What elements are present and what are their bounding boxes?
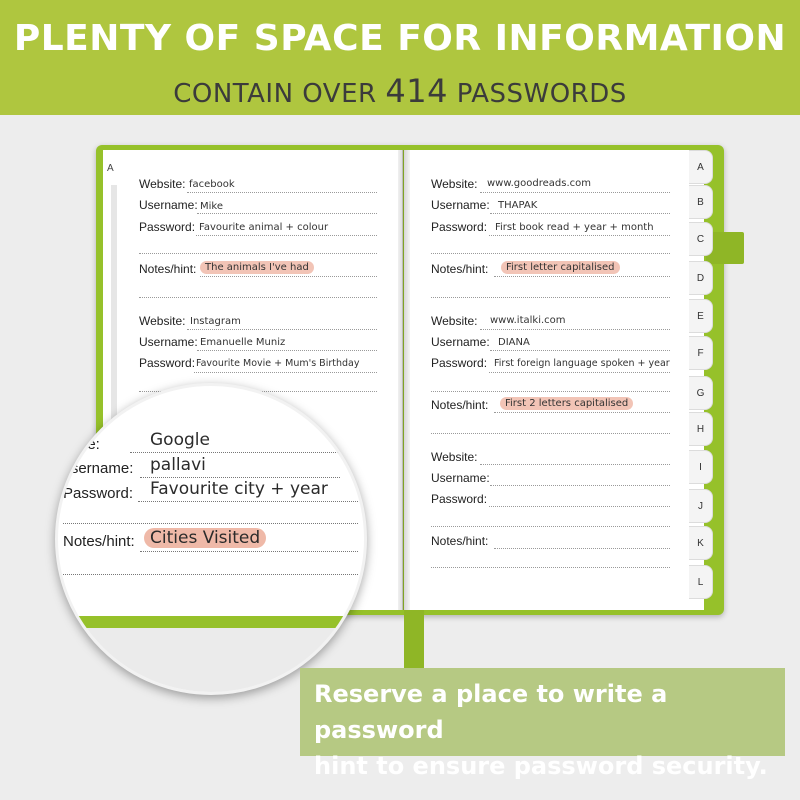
write-line: [187, 329, 377, 330]
zoom-password-value: Favourite city + year: [150, 479, 328, 499]
tab-l[interactable]: L: [689, 565, 713, 599]
write-line: [431, 391, 670, 392]
notes-label: Notes/hint:: [431, 262, 489, 276]
write-line: [494, 548, 670, 549]
website-value: Instagram: [190, 316, 241, 327]
zoom-username-value: pallavi: [150, 455, 206, 475]
write-line: [480, 464, 670, 465]
tab-g[interactable]: G: [689, 376, 713, 410]
notes-value: The animals I've had: [200, 261, 314, 274]
write-line: [489, 372, 670, 373]
website-label: Website:: [431, 450, 478, 464]
tab-a[interactable]: A: [689, 150, 713, 184]
tab-e[interactable]: E: [689, 299, 713, 333]
website-label: Website:: [431, 314, 478, 328]
write-line: [431, 297, 670, 298]
banner-title: PLENTY OF SPACE FOR INFORMATION: [13, 18, 787, 59]
website-label: Website:: [139, 314, 186, 328]
banner-subtitle: [0, 72, 800, 110]
password-label: Password:: [431, 492, 488, 506]
write-line: [480, 192, 670, 193]
write-line: [490, 213, 670, 214]
subtitle-prefix: CONTAIN OVER: [173, 79, 377, 109]
username-value: Emanuelle Muniz: [200, 337, 286, 348]
notes-label: Notes/hint:: [431, 398, 489, 412]
username-label: Username:: [431, 471, 490, 485]
website-value: facebook: [189, 179, 235, 190]
caption-line-2: hint to ensure password security.: [314, 752, 768, 780]
password-value: Favourite Movie + Mum's Birthday: [196, 358, 360, 369]
notes-label: Notes/hint:: [139, 262, 197, 276]
zoom-cover-edge: [58, 616, 367, 628]
password-value: Favourite animal + colour: [199, 222, 329, 233]
password-label: Password:: [431, 220, 488, 234]
write-line: [194, 372, 377, 373]
username-label: Username:: [431, 335, 490, 349]
password-count: 414: [385, 72, 448, 110]
password-label: Password:: [431, 356, 488, 370]
notes-label: Notes/hint:: [431, 534, 489, 548]
magnifier-circle: [55, 383, 367, 695]
write-line: [200, 276, 377, 277]
zoom-notes-label: Notes/hint:: [63, 533, 135, 550]
website-label: Website:: [139, 177, 186, 191]
zoom-website-label: bsite:: [64, 436, 100, 453]
top-banner: [0, 0, 800, 115]
tab-k[interactable]: K: [689, 526, 713, 560]
username-value: THAPAK: [498, 200, 538, 211]
write-line: [187, 192, 377, 193]
zoom-password-label: Password:: [63, 485, 134, 502]
tab-c[interactable]: C: [689, 222, 713, 256]
password-value: First book read + year + month: [495, 222, 654, 233]
password-value: First foreign language spoken + year: [494, 358, 670, 369]
write-line: [196, 235, 377, 236]
website-value: www.goodreads.com: [487, 178, 591, 189]
write-line: [494, 276, 670, 277]
write-line: [431, 567, 670, 568]
write-line: [140, 551, 358, 552]
write-line: [130, 452, 340, 453]
tab-j[interactable]: J: [689, 489, 713, 523]
write-line: [197, 350, 377, 351]
zoom-website-value: Google: [150, 430, 210, 450]
write-line: [489, 506, 670, 507]
write-line: [140, 477, 340, 478]
website-label: Website:: [431, 177, 478, 191]
tab-i[interactable]: I: [689, 450, 713, 484]
write-line: [63, 523, 358, 524]
username-label: Username:: [139, 335, 198, 349]
tab-f[interactable]: F: [689, 336, 713, 370]
username-value: Mike: [200, 201, 223, 212]
write-line: [138, 501, 358, 502]
username-value: DIANA: [498, 337, 530, 348]
write-line: [63, 574, 358, 575]
write-line: [489, 235, 670, 236]
write-line: [139, 297, 377, 298]
tab-h[interactable]: H: [689, 412, 713, 446]
tab-edge: [111, 185, 117, 445]
tab-b[interactable]: B: [689, 185, 713, 219]
zoom-username-label: Username:: [60, 460, 134, 477]
page-gutter: [398, 150, 410, 610]
write-line: [431, 526, 670, 527]
write-line: [139, 253, 377, 254]
page-corner-letter: A: [107, 163, 114, 174]
write-line: [431, 433, 670, 434]
write-line: [197, 213, 377, 214]
write-line: [490, 485, 670, 486]
write-line: [431, 253, 670, 254]
subtitle-suffix: PASSWORDS: [456, 79, 627, 109]
caption-box: [300, 668, 785, 780]
write-line: [494, 412, 670, 413]
write-line: [490, 350, 670, 351]
zoom-notes-value: Cities Visited: [144, 528, 266, 548]
caption-line-1: Reserve a place to write a password: [314, 680, 668, 744]
notes-value: First letter capitalised: [501, 261, 620, 274]
notes-value: First 2 letters capitalised: [500, 397, 633, 410]
website-value: www.italki.com: [490, 315, 566, 326]
password-label: Password:: [139, 356, 196, 370]
username-label: Username:: [431, 198, 490, 212]
tab-d[interactable]: D: [689, 261, 713, 295]
username-label: Username:: [139, 198, 198, 212]
write-line: [480, 329, 670, 330]
password-label: Password:: [139, 220, 196, 234]
